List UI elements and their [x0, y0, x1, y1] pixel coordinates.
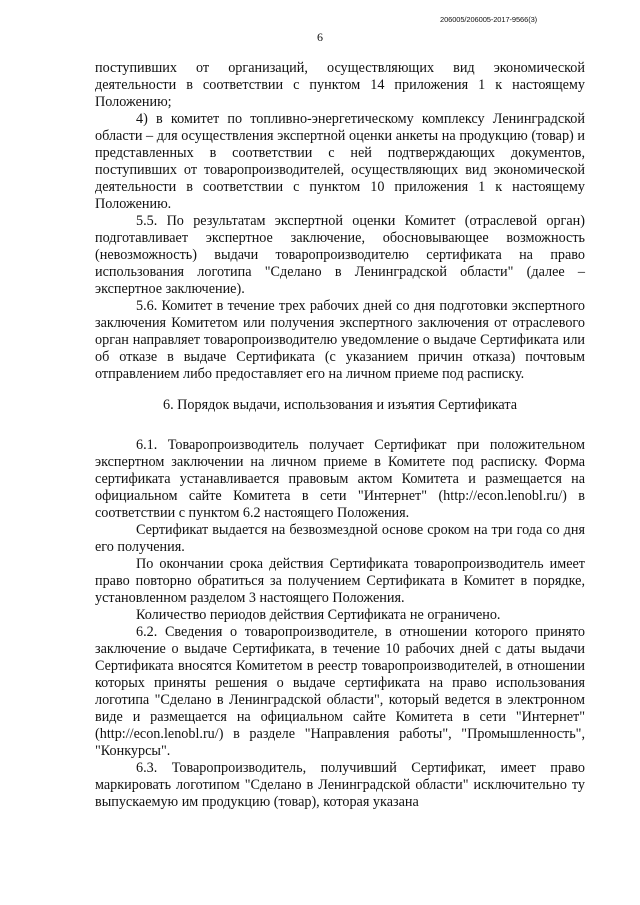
- paragraph: 6.1. Товаропроизводитель получает Сертификат при положительном экспертном заключении на личном приеме в Комитете под расписку. Форма сертификата устанавливается правовым актом Комитета и размещается на официальном сайте Комитета в сети "Интернет" (http://econ.lenobl.ru/) в соответствии с пунктом 6.2 настоящего Положения.: [95, 437, 585, 521]
- paragraph: 4) в комитет по топливно-энергетическому комплексу Ленинградской области – для осуществления экспертной оценки анкеты на продукцию (товар) и представленных в соответствии с ней подтверждающих документов, поступивших от товаропроизводителей, осуществляющих вид экономической деятельности в соответствии с пунктом 10 приложения 1 к настоящему Положению.: [95, 111, 585, 212]
- paragraph: поступивших от организаций, осуществляющих вид экономической деятельности в соответствии с пунктом 14 приложения 1 к настоящему Положению;: [95, 60, 585, 110]
- paragraph: 5.5. По результатам экспертной оценки Комитет (отраслевой орган) подготавливает экспертное заключение, обосновывающее возможность (невозможность) выдачи товаропроизводителю сертификата на право использования логотипа "Сделано в Ленинградской области" (далее – экспертное заключение).: [95, 213, 585, 297]
- paragraph: Сертификат выдается на безвозмездной основе сроком на три года со дня его получения.: [95, 522, 585, 555]
- page-number: 6: [317, 30, 323, 44]
- document-number: 206005/206005-2017-9566(3): [440, 15, 538, 24]
- paragraph: По окончании срока действия Сертификата товаропроизводитель имеет право повторно обратиться за получением Сертификата в Комитет в порядке, установленном разделом 3 настоящего Положения.: [95, 556, 585, 606]
- section-heading: 6. Порядок выдачи, использования и изъятия Сертификата: [162, 397, 518, 413]
- paragraph: 6.3. Товаропроизводитель, получивший Сертификат, имеет право маркировать логотипом "Сделано в Ленинградской области" исключительно ту выпускаемую им продукцию (товар), которая указана: [95, 760, 585, 810]
- paragraph: 5.6. Комитет в течение трех рабочих дней со дня подготовки экспертного заключения Комитетом или получения экспертного заключения от отраслевого орган направляет товаропроизводителю уведомление о выдаче Сертификата или об отказе в выдаче Сертификата (с указанием причин отказа) почтовым отправлением либо предоставляет его на личном приеме под расписку.: [95, 298, 585, 382]
- paragraph: 6.2. Сведения о товаропроизводителе, в отношении которого принято заключение о выдаче Сертификата, в течение 10 рабочих дней с даты выдачи Сертификата вносятся Комитетом в реестр товаропроизводителей, в отношении которых приняты решения о выдаче сертификата на право использования логотипа "Сделано в Ленинградской области", который ведется в электронном виде и размещается на официальном сайте Комитета в сети "Интернет" (http://econ.lenobl.ru/) в разделе "Направления работы", "Промышленность", "Конкурсы".: [95, 624, 585, 759]
- paragraph: Количество периодов действия Сертификата не ограничено.: [136, 607, 501, 623]
- document-body: [95, 60, 585, 811]
